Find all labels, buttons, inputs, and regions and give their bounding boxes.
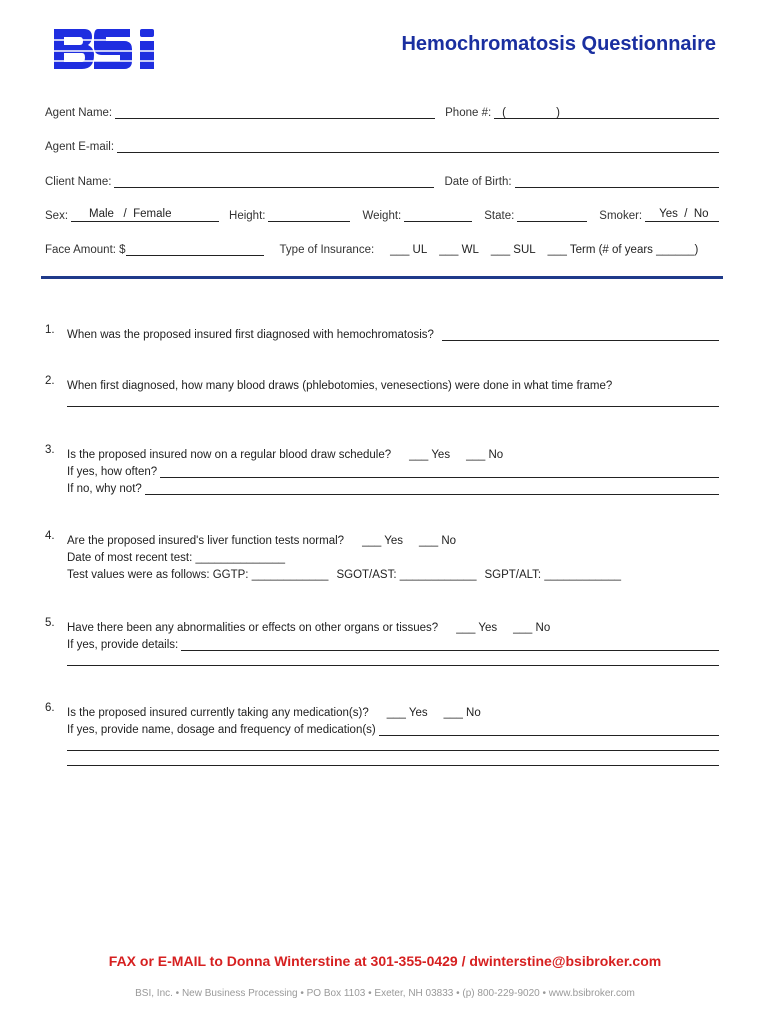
answer-field[interactable] (379, 722, 719, 736)
company-address: BSI, Inc. • New Business Processing • PO Box 1103 • Exeter, NH 03833 • (p) 800-229-9020 • www.bsibroker.com (135, 988, 635, 999)
dob-field[interactable] (515, 174, 719, 188)
demographics-row (45, 204, 719, 222)
smoker-label: Smoker: (599, 210, 643, 222)
client-name-field[interactable] (114, 174, 434, 188)
smoker-options[interactable]: Yes / No (645, 208, 719, 222)
bsi-logo (54, 27, 162, 71)
question-number: 5. (45, 617, 55, 629)
term-option[interactable]: ___ Term (# of years ______) (547, 244, 699, 256)
question-text: When was the proposed insured first diagnosed with hemochromatosis? (67, 329, 434, 341)
no-option[interactable]: ___ No (419, 535, 457, 547)
ul-option[interactable]: ___ UL (390, 244, 428, 256)
question-text: Is the proposed insured currently taking any medication(s)? (67, 707, 369, 719)
agent-name-field[interactable] (115, 105, 435, 119)
agent-email-field[interactable] (117, 139, 719, 153)
yes-option[interactable]: ___ Yes (409, 449, 451, 461)
no-option[interactable]: ___ No (443, 707, 481, 719)
weight-label: Weight: (362, 210, 402, 222)
face-amount-label: Face Amount: $ (45, 244, 126, 256)
section-divider (41, 276, 723, 279)
answer-field[interactable] (67, 394, 719, 407)
insurance-row (45, 238, 719, 256)
recent-test-date[interactable]: Date of most recent test: ______________ (67, 552, 286, 564)
answer-field[interactable] (67, 653, 719, 666)
height-field[interactable] (268, 208, 350, 222)
question-text: Are the proposed insured's liver function tests normal? (67, 535, 345, 547)
question-number: 2. (45, 375, 55, 387)
height-label: Height: (229, 210, 266, 222)
sub-label: If yes, provide name, dosage and frequency of medication(s) (67, 724, 376, 736)
answer-field[interactable] (67, 753, 719, 766)
client-name-row (45, 170, 719, 188)
sex-options[interactable]: Male / Female (71, 208, 219, 222)
question-number: 6. (45, 702, 55, 714)
agent-email-row (45, 135, 719, 153)
question-number: 1. (45, 324, 55, 336)
answer-field[interactable] (181, 637, 719, 651)
question-text: Is the proposed insured now on a regular blood draw schedule? (67, 449, 392, 461)
state-label: State: (484, 210, 515, 222)
weight-field[interactable] (404, 208, 472, 222)
phone-label: Phone #: (445, 107, 492, 119)
sub-label: If yes, how often? (67, 466, 158, 478)
answer-field[interactable] (67, 738, 719, 751)
form-title: Hemochromatosis Questionnaire (401, 33, 716, 55)
yes-option[interactable]: ___ Yes (362, 535, 403, 547)
agent-name-row (45, 101, 719, 119)
fax-email-instruction: FAX or E-MAIL to Donna Winterstine at 301-355-0429 / dwinterstine@bsibroker.com (108, 953, 662, 969)
phone-paren-open: ( (502, 107, 507, 119)
sgot-value[interactable]: SGOT/AST: ____________ (336, 569, 477, 581)
answer-field[interactable] (160, 464, 719, 478)
wl-option[interactable]: ___ WL (439, 244, 479, 256)
phone-field[interactable] (494, 105, 719, 119)
answer-field[interactable] (442, 327, 719, 341)
question-text: When first diagnosed, how many blood draws (phlebotomies, venesections) were done in what time frame? (67, 380, 613, 392)
agent-email-label: Agent E-mail: (45, 141, 115, 153)
phone-paren-close: ) (556, 107, 561, 119)
sub-label: If yes, provide details: (67, 639, 179, 651)
no-option[interactable]: ___ No (513, 622, 551, 634)
answer-field[interactable] (145, 481, 719, 495)
sgpt-value[interactable]: SGPT/ALT: ____________ (484, 569, 622, 581)
no-option[interactable]: ___ No (466, 449, 504, 461)
yes-option[interactable]: ___ Yes (386, 707, 428, 719)
sul-option[interactable]: ___ SUL (490, 244, 536, 256)
face-amount-field[interactable] (126, 242, 264, 256)
yes-option[interactable]: ___ Yes (456, 622, 498, 634)
ggtp-value[interactable]: Test values were as follows: GGTP: ____________ (67, 569, 329, 581)
state-field[interactable] (517, 208, 587, 222)
question-number: 4. (45, 530, 55, 542)
client-name-label: Client Name: (45, 176, 112, 188)
insurance-type-label: Type of Insurance: (279, 244, 375, 256)
agent-name-label: Agent Name: (45, 107, 113, 119)
sex-label: Sex: (45, 210, 69, 222)
sub-label: If no, why not? (67, 483, 142, 495)
question-number: 3. (45, 444, 55, 456)
question-text: Have there been any abnormalities or effects on other organs or tissues? (67, 622, 439, 634)
dob-label: Date of Birth: (444, 176, 512, 188)
